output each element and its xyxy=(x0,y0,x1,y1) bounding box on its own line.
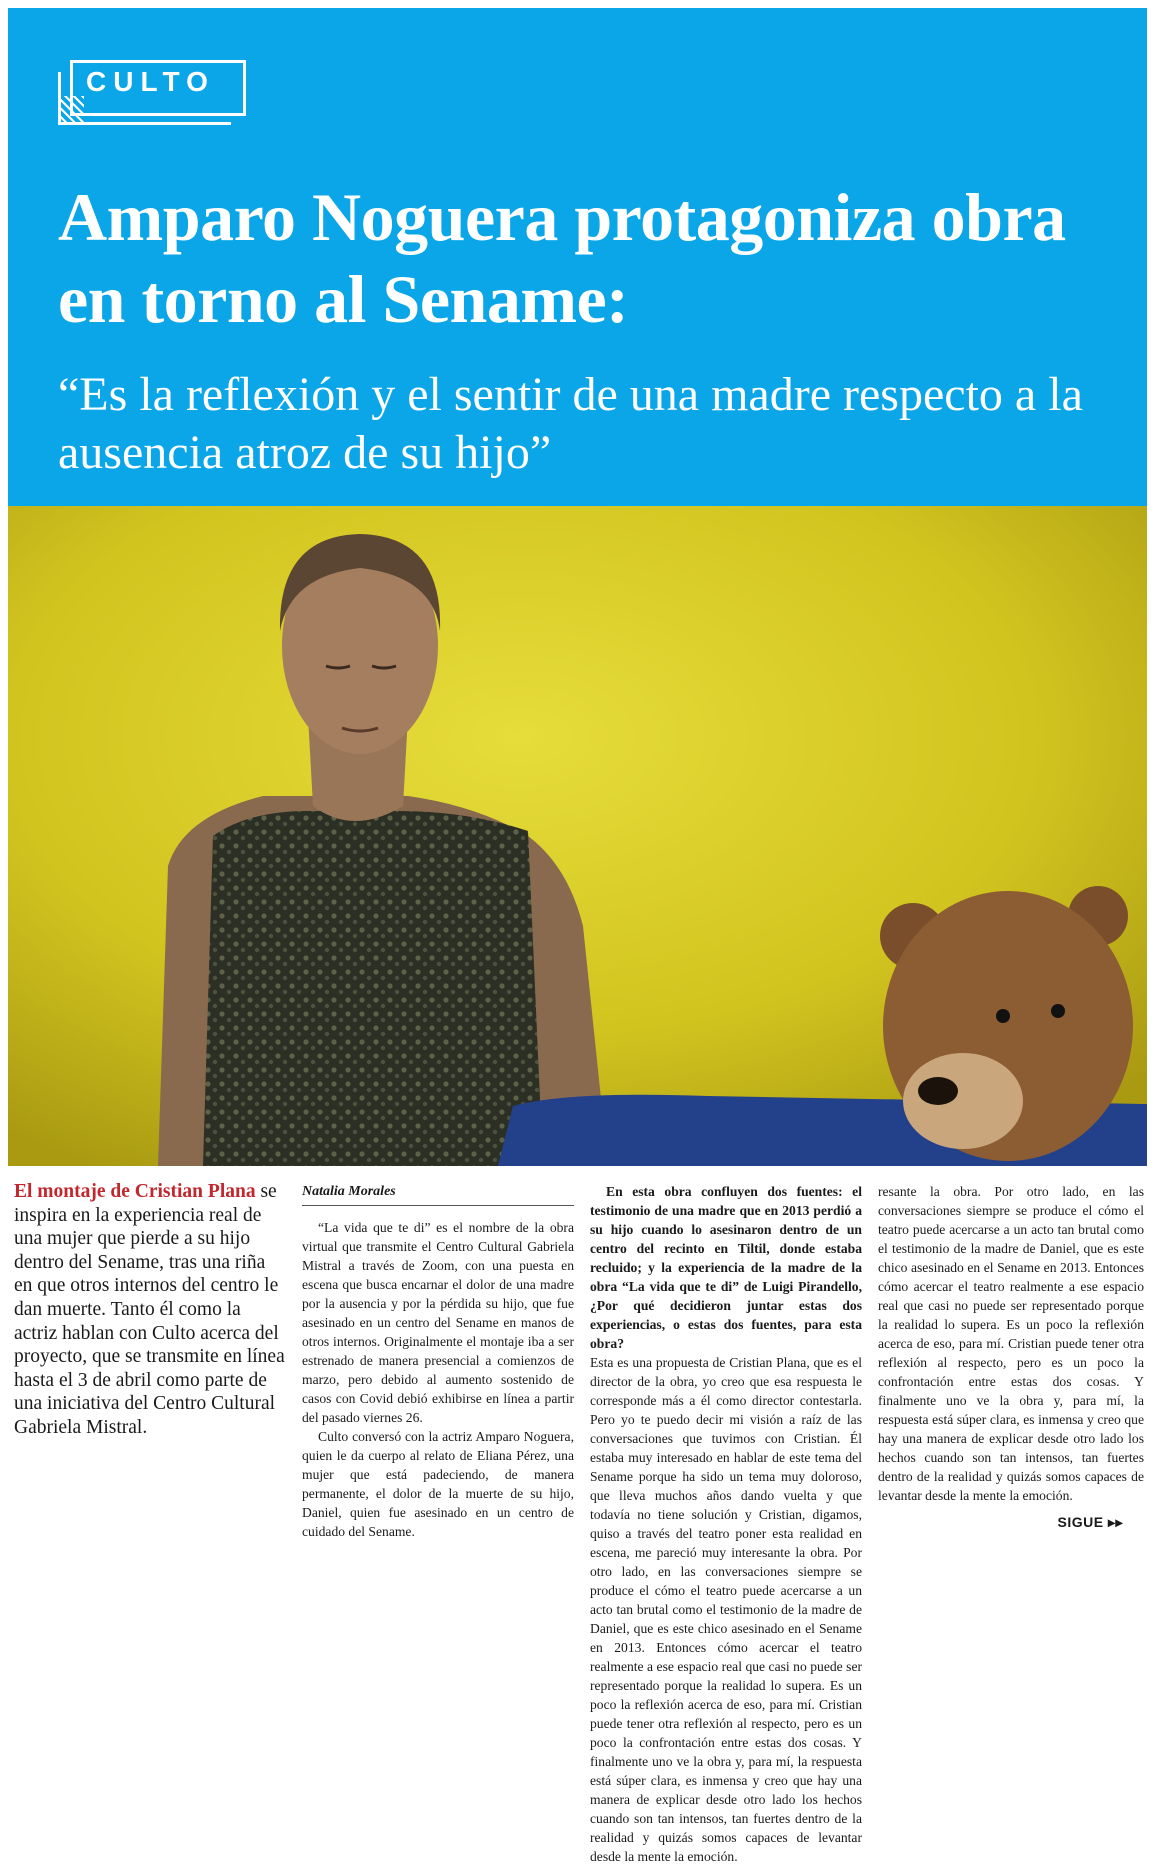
teddy-bear xyxy=(880,886,1133,1161)
byline: Natalia Morales xyxy=(302,1182,574,1206)
section-label: CULTO xyxy=(86,66,215,97)
interview-question: En esta obra confluyen dos fuentes: el testimonio de una madre que en 2013 perdió a su hijo cuando lo asesinaron dentro de un centro del recinto en Tiltil, donde estaba recluido; y la experiencia de la madre de la obra “La vida que te di” de Luigi Pirandello, ¿Por qué decidieron juntar estas dos experiencias, o estas dos fuentes, para esta obra? xyxy=(590,1184,862,1351)
continue-label: SIGUE ▸▸ xyxy=(1057,1514,1123,1530)
article-column-2 xyxy=(590,1182,862,1864)
article-photo xyxy=(8,506,1147,1166)
interview-answer-continued: resante la obra. Por otro lado, en las conversaciones siempre se produce el cómo el teatro puede acercarse a un acto tan brutal como el testimonio de la madre de Daniel, que es este chico asesinado en el Sename en 2013. Entonces cómo acercar el teatro realmente a ese espacio real que casi no puede ser representado porque la realidad lo supera. Es un poco la reflexión acerca de eso, para mí. Cristian puede tener otra reflexión al respecto, pero es un poco la confrontación entre estas dos cosas. Y finalmente uno ve la obra y, para mí, la respuesta está súper clara, es inmensa y creo que hay una manera de explicar desde otro lado los hechos cuando son tan intensos, tan fuertes dentro de la realidad y quizás somos capaces de levantar desde la mente la emoción. xyxy=(878,1184,1144,1503)
subheadline: “Es la reflexión y el sentir de una madre respecto a la ausencia atroz de su hijo” xyxy=(58,368,1083,479)
article-column-1 xyxy=(302,1182,574,1541)
article-column-3 xyxy=(878,1182,1144,1505)
photo-illustration xyxy=(8,506,1147,1166)
intro-lead: El montaje de Cristian Plana xyxy=(14,1181,256,1202)
header-banner xyxy=(8,8,1147,506)
interview-answer: Esta es una propuesta de Cristian Plana, que es el director de la obra, yo creo que esa respuesta le corresponde más a él como director contestarla. Pero yo te puedo decir mi visión a raíz de las conversaciones que tuvimos con Cristian. Él estaba muy interesado en hablar de este tema del Sename porque ha sido un tema muy doloroso, que lleva muchos años dando vuelta y que todavía no tiene solución y Cristian, digamos, quiso a través del teatro poner esta realidad en escena, me pareció muy interesante la obra. Por otro lado, en las conversaciones siempre se produce el cómo el teatro puede acercarse a un acto tan brutal como el testimonio de la madre de Daniel, que es este chico asesinado en el Sename en 2013. Entonces cómo acercar el teatro realmente a ese espacio real que casi no puede ser representado porque la realidad lo supera. Es un poco la reflexión acerca de eso, para mí. Cristian puede tener otra reflexión al respecto, pero es un poco la confrontación entre estas dos cosas. Y finalmente uno ve la obra y, para mí, la respuesta está súper clara, es inmensa y creo que hay una manera de explicar desde otro lado los hechos cuando son tan intensos, tan fuertes dentro de la realidad y quizás somos capaces de levantar desde la mente la emoción. xyxy=(590,1355,862,1864)
culto-logo xyxy=(56,52,244,128)
intro-column xyxy=(14,1180,286,1440)
article-paragraph-2: Culto conversó con la actriz Amparo Noguera, quien le da cuerpo al relato de Eliana Pérez, una mujer que está padeciendo, de manera permanente, el dolor de la muerte de su hijo, Daniel, quien fue asesinado en un centro de cuidado del Sename. xyxy=(302,1429,574,1539)
intro-body: se inspira en la experiencia real de una mujer que pierde a su hijo dentro del Sename, tras una riña en que otros internos del centro le dan muerte. Tanto él como la actriz hablan con Culto acerca del proyecto, que se transmite en línea hasta el 3 de abril como parte de una iniciativa del Centro Cultural Gabriela Mistral. xyxy=(14,1181,285,1438)
article-paragraph-1: “La vida que te di” es el nombre de la obra virtual que transmite el Centro Cultural Gabriela Mistral a través de Zoom, con una puesta en escena que busca encarnar el dolor de una madre por la ausencia y por la pérdida su hijo, que fue asesinado en un centro del Sename en manos de otros internos. Originalmente el montaje iba a ser estrenado de manera presencial a comienzos de marzo, pero debido al aumento sostenido de casos con Covid debió exhibirse en línea a partir del pasado viernes 26. xyxy=(302,1220,574,1425)
headline: Amparo Noguera protagoniza obra en torno al Sename: xyxy=(58,179,1066,337)
